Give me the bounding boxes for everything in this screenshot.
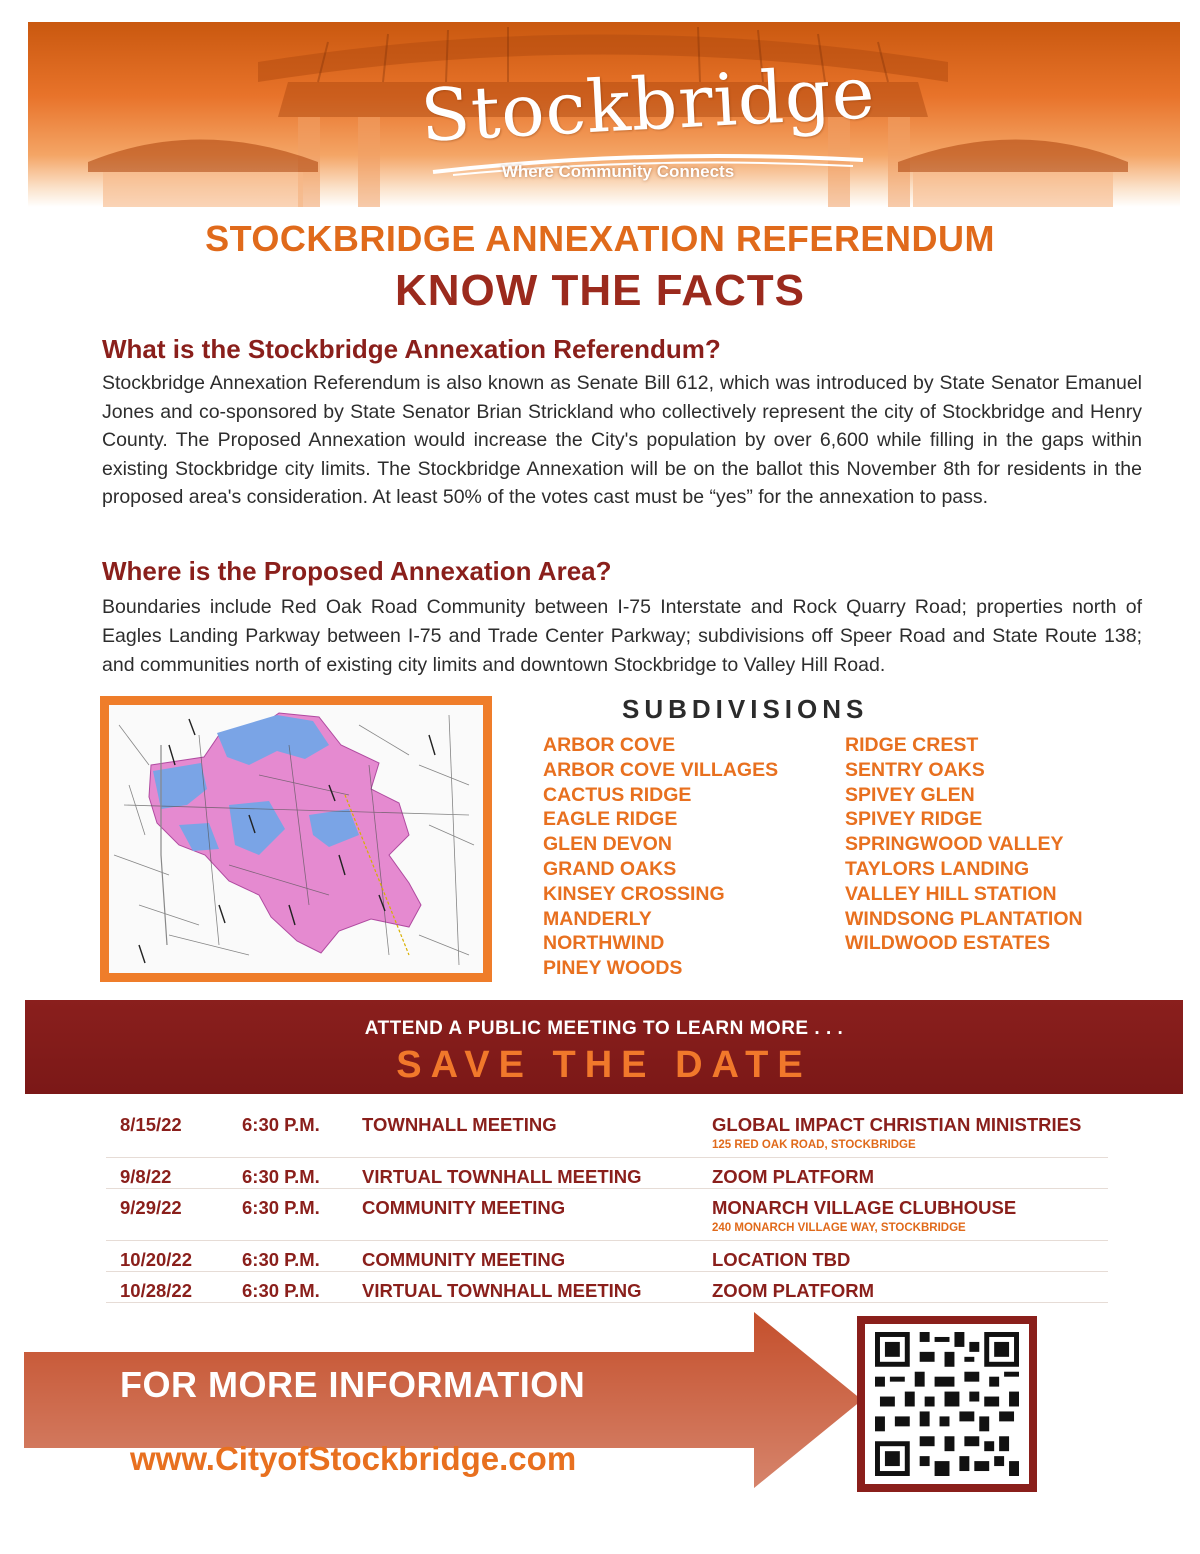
list-item: GLEN DEVON [543,833,672,856]
meeting-venue: ZOOM PLATFORM [712,1280,875,1301]
meeting-venue: ZOOM PLATFORM [712,1166,875,1187]
page-title: STOCKBRIDGE ANNEXATION REFERENDUM [205,218,995,259]
section-body-what: Stockbridge Annexation Referendum is also known as Senate Bill 612, which was introduced by State Senator Emanuel Jones and co-sponsored by State Senator Brian Strickland who collectively represent the city of Stockbridge and Henry County. The Proposed Annexation would increase the City's population by over 6,600 while filling in the gaps within existing Stockbridge city limits. The Stockbridge Annexation will be on the ballot this November 8th for residents in the proposed area's consideration. At least 50% of the votes cast must be “yes” for the annexation to pass. [102,372,1142,508]
meeting-address: 240 MONARCH VILLAGE WAY, STOCKBRIDGE [712,1222,966,1234]
list-item: VALLEY HILL STATION [845,882,1057,905]
list-item: RIDGE CREST [845,734,979,756]
save-the-date-banner [25,1000,1183,1094]
meeting-type: TOWNHALL MEETING [362,1114,557,1135]
list-item: ARBOR COVE [543,734,676,756]
meeting-date: 10/20/22 [120,1249,193,1270]
list-item: ARBOR COVE VILLAGES [543,758,779,781]
qr-code-icon [873,1332,1021,1476]
meeting-schedule [106,1106,1108,1303]
meeting-venue: MONARCH VILLAGE CLUBHOUSE [712,1197,1017,1218]
list-item: CACTUS RIDGE [543,783,692,806]
list-item: NORTHWIND [543,932,665,955]
banner-kicker: ATTEND A PUBLIC MEETING TO LEARN MORE . . . [364,1018,844,1039]
meeting-date: 8/15/22 [120,1114,182,1135]
stockbridge-logo [413,50,883,158]
table-row [106,1106,1108,1158]
meeting-date: 9/8/22 [120,1166,172,1187]
logo-wordmark: Stockbridge [418,50,878,158]
meeting-address: 125 RED OAK ROAD, STOCKBRIDGE [712,1139,916,1151]
banner-heading: SAVE THE DATE [396,1044,812,1086]
subdivisions-list-left [543,733,778,981]
table-row [106,1241,1108,1272]
meeting-time: 6:30 P.M. [242,1280,320,1301]
table-row [106,1272,1108,1303]
table-row [106,1158,1108,1189]
section-heading-where: Where is the Proposed Annexation Area? [102,556,612,586]
list-item: SENTRY OAKS [845,758,985,781]
meeting-time: 6:30 P.M. [242,1249,320,1270]
table-row [106,1189,1108,1241]
list-item: SPIVEY GLEN [845,783,975,806]
meeting-type: VIRTUAL TOWNHALL MEETING [362,1166,642,1187]
list-item: EAGLE RIDGE [543,808,678,831]
meeting-date: 10/28/22 [120,1280,193,1301]
subdivisions-list-right [845,733,1083,956]
meeting-time: 6:30 P.M. [242,1166,320,1187]
meeting-venue: LOCATION TBD [712,1249,851,1270]
meeting-type: VIRTUAL TOWNHALL MEETING [362,1280,642,1301]
header-banner [28,22,1180,207]
meeting-type: COMMUNITY MEETING [362,1249,566,1270]
meeting-type: COMMUNITY MEETING [362,1197,566,1218]
annexation-map [100,696,492,982]
list-item: SPIVEY RIDGE [845,808,983,831]
subdivisions-title: SUBDIVISIONS [622,694,869,724]
list-item: KINSEY CROSSING [543,882,725,905]
meeting-time: 6:30 P.M. [242,1114,320,1135]
section-heading-what: What is the Stockbridge Annexation Referendum? [102,334,721,364]
meeting-venue: GLOBAL IMPACT CHRISTIAN MINISTRIES [712,1114,1082,1135]
list-item: TAYLORS LANDING [845,857,1030,880]
list-item: WILDWOOD ESTATES [845,932,1051,955]
page-subtitle: KNOW THE FACTS [395,266,805,315]
section-body-where: Boundaries include Red Oak Road Community between I-75 Interstate and Rock Quarry Road; properties north of Eagles Landing Parkway between I-75 and Trade Center Parkway; subdivisions off Speer Road and State Route 138; and communities north of existing city limits and downtown Stockbridge to Valley Hill Road. [102,596,1142,676]
list-item: PINEY WOODS [543,957,683,980]
list-item: GRAND OAKS [543,857,677,880]
list-item: WINDSONG PLANTATION [845,907,1083,930]
annexation-map-graphic [109,705,483,973]
logo-tagline: Where Community Connects [501,162,735,181]
meeting-time: 6:30 P.M. [242,1197,320,1218]
qr-code[interactable] [857,1316,1037,1492]
more-info-heading: FOR MORE INFORMATION [120,1364,586,1405]
list-item: SPRINGWOOD VALLEY [845,833,1064,856]
meeting-date: 9/29/22 [120,1197,182,1218]
website-link[interactable]: www.CityofStockbridge.com [130,1440,577,1477]
list-item: MANDERLY [543,907,652,930]
